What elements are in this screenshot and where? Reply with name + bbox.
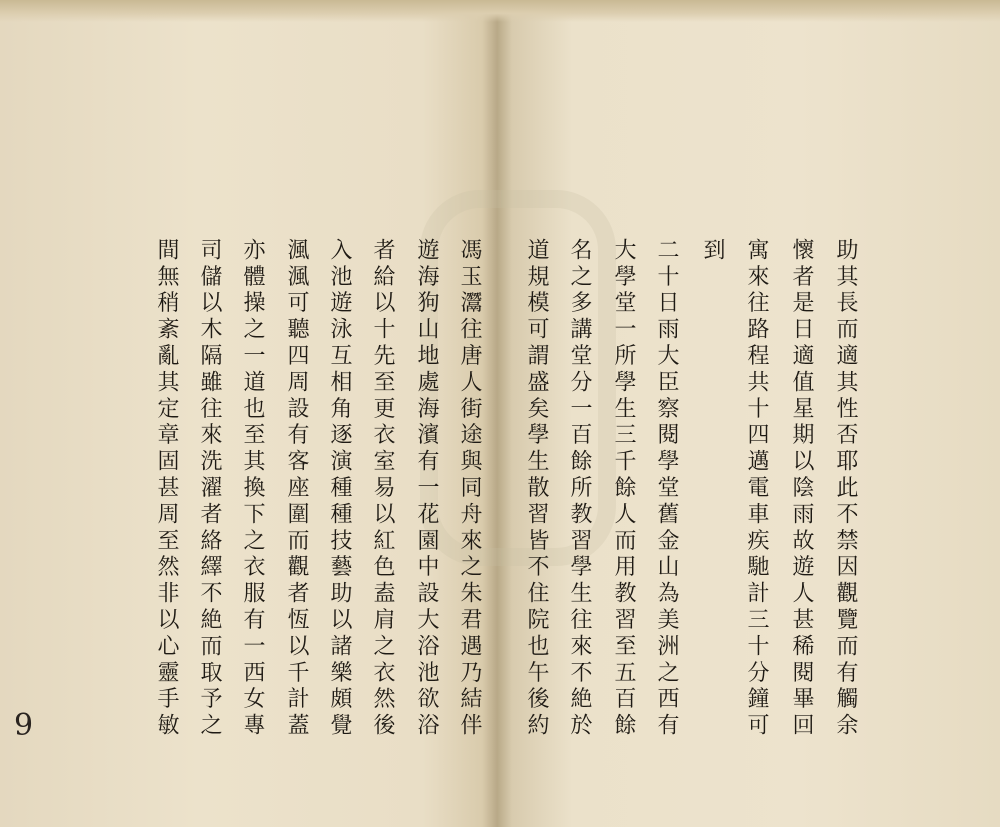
text-column: 大學堂一所學生三千餘人而用教習至五百餘 <box>611 238 636 740</box>
text-column: 者給以十先至更衣室易以紅色盍肩之衣然後 <box>370 238 395 740</box>
text-column: 亦體操之一道也至其換下之衣服有一西女專 <box>240 238 265 740</box>
text-column: 司儲以木隔雖往來洗濯者絡繹不絶而取予之 <box>197 238 222 740</box>
text-column: 道規模可謂盛矣學生散習皆不住院也午後約 <box>524 238 549 740</box>
text-column: 間無稍紊亂其定章固甚周至然非以心靈手敏 <box>154 238 179 740</box>
text-column: 二十日雨大臣察閱學堂舊金山為美洲之西有 <box>654 238 679 740</box>
text-column: 寓來往路程共十四邁電車疾馳計三十分鐘可 <box>744 238 769 740</box>
page-top-edge <box>0 0 1000 22</box>
text-column: 渢渢可聽四周設有客座圍而觀者恆以千計蓋 <box>284 238 309 740</box>
text-column: 助其長而適其性否耶此不禁因觀覽而有觸余 <box>833 238 858 740</box>
text-column: 入池遊泳互相角逐演種種技藝助以諸樂頗覺 <box>327 238 352 740</box>
text-column: 馮玉灊往唐人街途與同舟來之朱君遇乃結伴 <box>457 238 482 740</box>
page-number: 9 <box>14 708 34 743</box>
text-column: 到 <box>700 238 725 265</box>
text-column: 名之多講堂分一百餘所教習學生往來不絶於 <box>567 238 592 740</box>
text-column: 遊海狗山地處海濱有一花園中設大浴池欲浴 <box>414 238 439 740</box>
text-column: 懷者是日適值星期以陰雨故遊人甚稀閱畢回 <box>789 238 814 740</box>
